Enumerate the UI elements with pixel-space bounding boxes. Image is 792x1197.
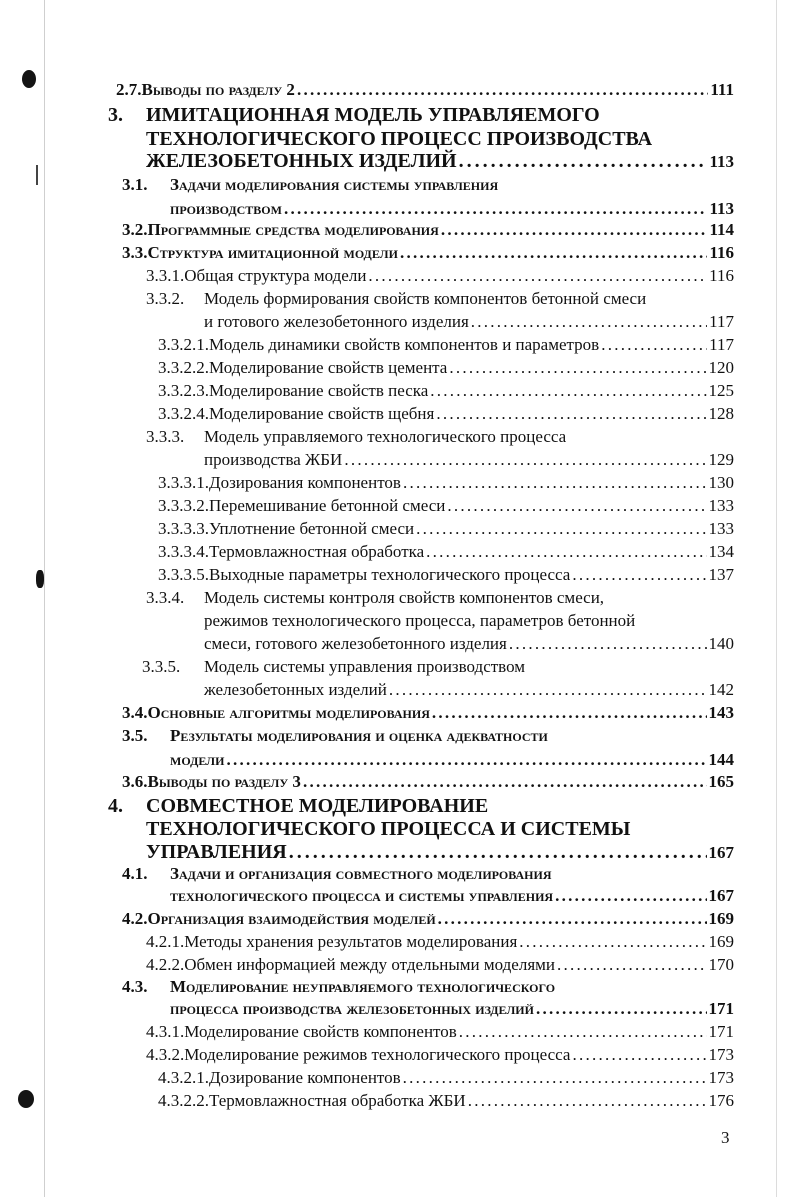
toc-title: производством [170, 199, 282, 218]
toc-entry-3 [146, 150, 734, 173]
toc-title: и готового железобетонного изделия [204, 312, 469, 331]
toc-title: железобетонных изделий [204, 680, 387, 699]
dot-leader [441, 220, 708, 240]
toc-number: 4.3.2.2. [158, 1091, 209, 1110]
dot-leader [471, 312, 707, 332]
toc-entry-3-3 [122, 243, 734, 263]
toc-page: 114 [709, 220, 734, 239]
toc-entry-3-1-num: 3.1. [122, 175, 148, 194]
toc-entry-3-3-3-2 [158, 496, 734, 516]
toc-page: 125 [708, 381, 734, 400]
toc-entry-3-3-2-2 [158, 358, 734, 378]
toc-entry-3-3-3-4 [158, 542, 734, 562]
toc-title: Дозирования компонентов [209, 473, 401, 492]
toc-number: 3.2. [122, 220, 148, 239]
toc-number: 4.3.2. [146, 1045, 185, 1064]
toc-page: 117 [709, 312, 734, 331]
toc-title: Уплотнение бетонной смеси [209, 519, 415, 538]
toc-entry-3-3-4-line2: режимов технологического процесса, параметров бетонной [204, 611, 636, 630]
page-number: 3 [721, 1128, 730, 1147]
dot-leader [403, 473, 707, 493]
toc-entry-3-line2: ТЕХНОЛОГИЧЕСКОГО ПРОЦЕСС ПРОИЗВОДСТВА [146, 128, 653, 150]
toc-title: Выходные параметры технологического процесса [209, 565, 571, 584]
dot-leader [572, 1045, 706, 1065]
toc-entry-3-3-3 [204, 450, 734, 470]
toc-entry-3-3-3-line1: Модель управляемого технологического процесса [204, 427, 567, 446]
toc-number: 3.3.3.4. [158, 542, 209, 561]
toc-entry-4-3-2 [146, 1045, 734, 1065]
toc-title: ЖЕЛЕЗОБЕТОННЫХ ИЗДЕЛИЙ [146, 150, 457, 172]
toc-number: 3.3.3.2. [158, 496, 209, 515]
toc-entry-3-3-3-5 [158, 565, 734, 585]
toc-title: Моделирование свойств щебня [209, 404, 435, 423]
toc-title: производства ЖБИ [204, 450, 343, 469]
toc-page: 120 [708, 358, 734, 377]
toc-title: Модель динамики свойств компонентов и параметров [209, 335, 600, 354]
toc-entry-3-5-line1: Результаты моделирования и оценка адекватности [170, 726, 548, 745]
dot-leader [426, 542, 706, 562]
toc-page: 169 [708, 909, 734, 928]
toc-number: 2.7. [116, 80, 142, 99]
toc-page: 167 [708, 843, 734, 862]
dot-leader [284, 199, 708, 219]
toc-title: УПРАВЛЕНИЯ [146, 841, 287, 863]
toc-entry-3-3-2-1 [158, 335, 734, 355]
dot-leader [430, 381, 706, 401]
dot-leader [368, 266, 707, 286]
toc-page: 173 [708, 1045, 734, 1064]
dot-leader [303, 772, 707, 792]
toc-title: Выводы по разделу 3 [147, 772, 301, 791]
toc-entry-4-1-num: 4.1. [122, 864, 148, 883]
dot-leader [557, 955, 707, 975]
toc-page: 167 [708, 886, 734, 905]
toc-title: Дозирование компонентов [209, 1068, 401, 1087]
toc-entry-3-3-3-1 [158, 473, 734, 493]
dot-leader [226, 750, 706, 770]
toc-page: 116 [709, 266, 734, 285]
toc-page: 130 [708, 473, 734, 492]
toc-number: 3.3.3.5. [158, 565, 209, 584]
toc-title: Структура имитационной модели [147, 243, 398, 262]
dot-leader [403, 1068, 707, 1088]
toc-entry-4-3-num: 4.3. [122, 977, 148, 996]
toc-entry-4-3-line1: Моделирование неуправляемого технологического [170, 977, 556, 996]
dot-leader [436, 404, 706, 424]
toc-entry-4-3 [170, 999, 734, 1019]
toc-entry-3-3-2-num: 3.3.2. [146, 289, 185, 308]
dot-leader [555, 886, 706, 906]
toc-entry-4-num: 4. [108, 795, 123, 817]
toc-number: 3.3.2.4. [158, 404, 209, 423]
dot-leader [389, 680, 707, 700]
toc-entry-4-1 [170, 886, 734, 906]
dot-leader [297, 80, 708, 100]
toc-entry-3-3-4-num: 3.3.4. [146, 588, 185, 607]
toc-entry-3-3-4-line1: Модель системы контроля свойств компонентов смеси, [204, 588, 605, 607]
toc-entry-3-1 [170, 199, 734, 219]
dot-leader [536, 999, 707, 1019]
toc-entry-3-5-num: 3.5. [122, 726, 148, 745]
toc-page: 116 [709, 243, 734, 262]
toc-title: Обмен информацией между отдельными моделями [184, 955, 555, 974]
dot-leader [447, 496, 706, 516]
toc-entry-4-1-line1: Задачи и организация совместного моделирования [170, 864, 552, 883]
dot-leader [432, 703, 707, 723]
toc-entry-3-3-2-3 [158, 381, 734, 401]
toc-page: 111 [710, 80, 734, 99]
toc-number: 3.3.3.3. [158, 519, 209, 538]
toc-page: 128 [708, 404, 734, 423]
toc-number: 3.4. [122, 703, 148, 722]
dot-leader [519, 932, 706, 952]
toc-entry-4-2 [122, 909, 734, 929]
toc-entry-3-3-2-line1: Модель формирования свойств компонентов бетонной смеси [204, 289, 647, 308]
toc-title: Моделирование свойств цемента [209, 358, 448, 377]
toc-entry-3-3-2 [204, 312, 734, 332]
toc-entry-4-3-2-2 [158, 1091, 734, 1111]
toc-number: 3.3.1. [146, 266, 185, 285]
toc-title: Перемешивание бетонной смеси [209, 496, 446, 515]
toc-entry-3-line1: ИМИТАЦИОННАЯ МОДЕЛЬ УПРАВЛЯЕМОГО [146, 104, 600, 126]
toc-entry-4-3-1 [146, 1022, 734, 1042]
toc-title: технологического процесса и системы управления [170, 886, 554, 905]
toc-title: Методы хранения результатов моделирования [184, 932, 518, 951]
dot-leader [400, 243, 708, 263]
toc-entry-4-line1: СОВМЕСТНОЕ МОДЕЛИРОВАНИЕ [146, 795, 489, 817]
toc-entry-3-3-2-4 [158, 404, 734, 424]
dot-leader [509, 634, 707, 654]
dot-leader [449, 358, 706, 378]
toc-page: 171 [708, 999, 734, 1018]
toc-title: смеси, готового железобетонного изделия [204, 634, 507, 653]
toc-title: Выводы по разделу 2 [141, 80, 295, 99]
toc-entry-2-7 [116, 80, 734, 100]
toc-entry-3-2 [122, 220, 734, 240]
toc-number: 3.6. [122, 772, 148, 791]
toc-entry-3-6 [122, 772, 734, 792]
dot-leader [416, 519, 706, 539]
toc-page: 129 [708, 450, 734, 469]
toc-title: Организация взаимодействия моделей [147, 909, 436, 928]
toc-title: Основные алгоритмы моделирования [147, 703, 430, 722]
toc-entry-4 [146, 841, 734, 864]
toc-entry-3-3-5-num: 3.3.5. [142, 657, 181, 676]
toc-title: Общая структура модели [184, 266, 367, 285]
toc-entry-3-3-5 [204, 680, 734, 700]
dot-leader [459, 150, 708, 173]
toc-entry-4-2-1 [146, 932, 734, 952]
toc-entry-4-2-2 [146, 955, 734, 975]
toc-number: 4.2. [122, 909, 148, 928]
toc-entry-3-5 [170, 750, 734, 770]
toc-title: процесса производства железобетонных изделий [170, 999, 534, 1018]
toc-title: модели [170, 750, 225, 769]
toc-page: 176 [708, 1091, 734, 1110]
toc-entry-3-3-3-3 [158, 519, 734, 539]
dot-leader [572, 565, 706, 585]
toc-entry-3-3-1 [146, 266, 734, 286]
toc-title: Моделирование режимов технологического процесса [184, 1045, 571, 1064]
dot-leader [601, 335, 707, 355]
toc-page: 133 [708, 496, 734, 515]
toc-number: 4.3.2.1. [158, 1068, 209, 1087]
toc-page: 113 [709, 152, 734, 171]
dot-leader [459, 1022, 707, 1042]
toc-number: 3.3. [122, 243, 148, 262]
toc-page: 137 [708, 565, 734, 584]
toc-entry-3-3-4 [204, 634, 734, 654]
toc-entry-3-3-3-num: 3.3.3. [146, 427, 185, 446]
toc-page: 143 [708, 703, 734, 722]
toc-page: 170 [708, 955, 734, 974]
toc-page: 169 [708, 932, 734, 951]
dot-leader [468, 1091, 707, 1111]
toc-page: 117 [709, 335, 734, 354]
toc-entry-3-num: 3. [108, 104, 123, 126]
toc-title: Программные средства моделирования [147, 220, 439, 239]
toc-title: Термовлажностная обработка ЖБИ [209, 1091, 466, 1110]
toc-title: Термовлажностная обработка [209, 542, 425, 561]
toc-number: 3.3.3.1. [158, 473, 209, 492]
toc-page: 171 [708, 1022, 734, 1041]
toc-title: Моделирование свойств песка [209, 381, 429, 400]
toc-page: 165 [708, 772, 734, 791]
toc-page: 140 [708, 634, 734, 653]
dot-leader [289, 841, 707, 864]
toc-page: 173 [708, 1068, 734, 1087]
toc-number: 4.2.1. [146, 932, 185, 951]
dot-leader [344, 450, 706, 470]
toc-entry-4-line2: ТЕХНОЛОГИЧЕСКОГО ПРОЦЕССА И СИСТЕМЫ [146, 818, 631, 840]
toc-number: 3.3.2.2. [158, 358, 209, 377]
toc-entry-3-1-line1: Задачи моделирования системы управления [170, 175, 499, 194]
toc-title: Моделирование свойств компонентов [184, 1022, 457, 1041]
toc-page: 133 [708, 519, 734, 538]
toc-page: 144 [708, 750, 734, 769]
toc-entry-3-3-5-line1: Модель системы управления производством [204, 657, 526, 676]
toc-entry-4-3-2-1 [158, 1068, 734, 1088]
toc-page: 142 [708, 680, 734, 699]
dot-leader [438, 909, 707, 929]
toc-entry-3-4 [122, 703, 734, 723]
toc-number: 3.3.2.3. [158, 381, 209, 400]
toc-page: 134 [708, 542, 734, 561]
toc-page: 113 [709, 199, 734, 218]
toc-number: 4.2.2. [146, 955, 185, 974]
toc-number: 4.3.1. [146, 1022, 185, 1041]
toc-number: 3.3.2.1. [158, 335, 209, 354]
